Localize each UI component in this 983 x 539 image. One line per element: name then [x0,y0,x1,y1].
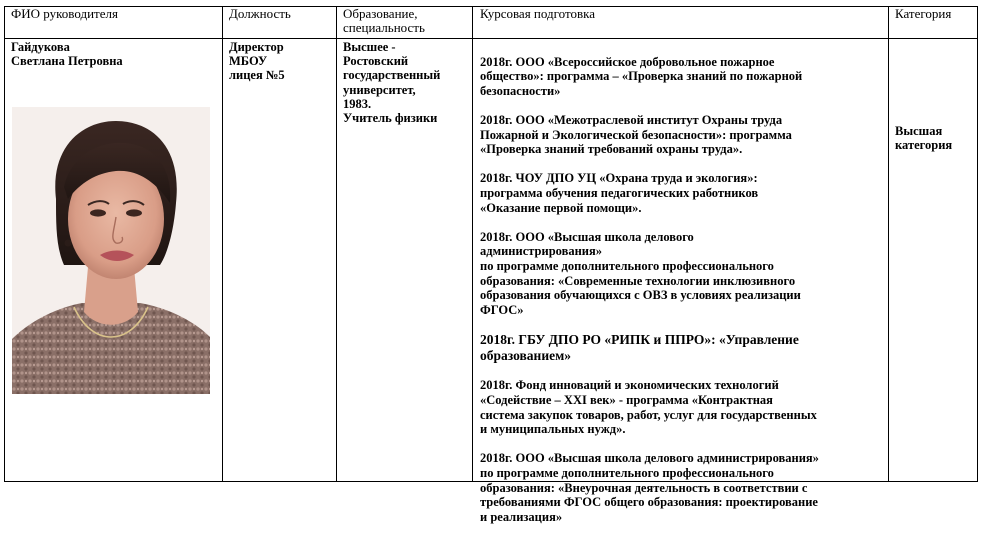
course-item: 2018г. ГБУ ДПО РО «РИПК и ППРО»: «Управление образованием» [480,331,799,363]
course-list [480,40,886,539]
course-item: 2018г. ЧОУ ДПО УЦ «Охрана труда и экология»: программа обучения педагогических работников «Оказание первой помощи». [480,171,759,215]
course-item: 2018г. Фонд инноваций и экономических технологий «Содействие – XXI век» - программа «Контрактная система закупок товаров, работ, услуг для государственных и муниципальных нужд». [480,378,817,437]
header-courses: Курсовая подготовка [480,6,596,21]
staff-category: Высшая категория [895,124,953,153]
column-divider-4 [888,6,889,482]
course-item: 2018г. ООО «Всероссийское добровольное пожарное общество»: программа – «Проверка знаний по пожарной безопасности» [480,54,803,98]
column-divider-3 [472,6,473,482]
portrait-image [12,107,210,394]
course-item: 2018г. ООО «Высшая школа делового администрирования» по программе дополнительного профессионального образования: «Внеурочная деятельность в соответствии с требованиями ФГОС общего образования: проектирование и реализация» [480,451,819,524]
header-position: Должность [229,6,291,21]
staff-position: Директор МБОУ лицея №5 [229,40,285,83]
column-divider-1 [222,6,223,482]
table-border-right [977,6,978,482]
staff-name: Гайдукова Светлана Петровна [11,40,123,69]
course-item: 2018г. ООО «Межотраслевой институт Охраны труда Пожарной и Экологической безопасности»: программа «Проверка знаний требований охраны труда». [480,112,792,157]
header-row-divider [4,38,978,39]
column-divider-2 [336,6,337,482]
staff-education: Высшее - Ростовский государственный университет, 1983. Учитель физики [343,40,441,126]
person-photo [12,107,210,394]
course-item: 2018г. ООО «Высшая школа делового администрирования» по программе дополнительного профессионального образования: «Современные технологии инклюзивного образования обучающихся с ОВЗ в условиях реализации ФГОС» [480,229,801,317]
header-education: Образование, специальность [343,6,425,35]
header-name: ФИО руководителя [11,6,118,21]
table-border-left [4,6,5,482]
header-category: Категория [895,6,952,21]
